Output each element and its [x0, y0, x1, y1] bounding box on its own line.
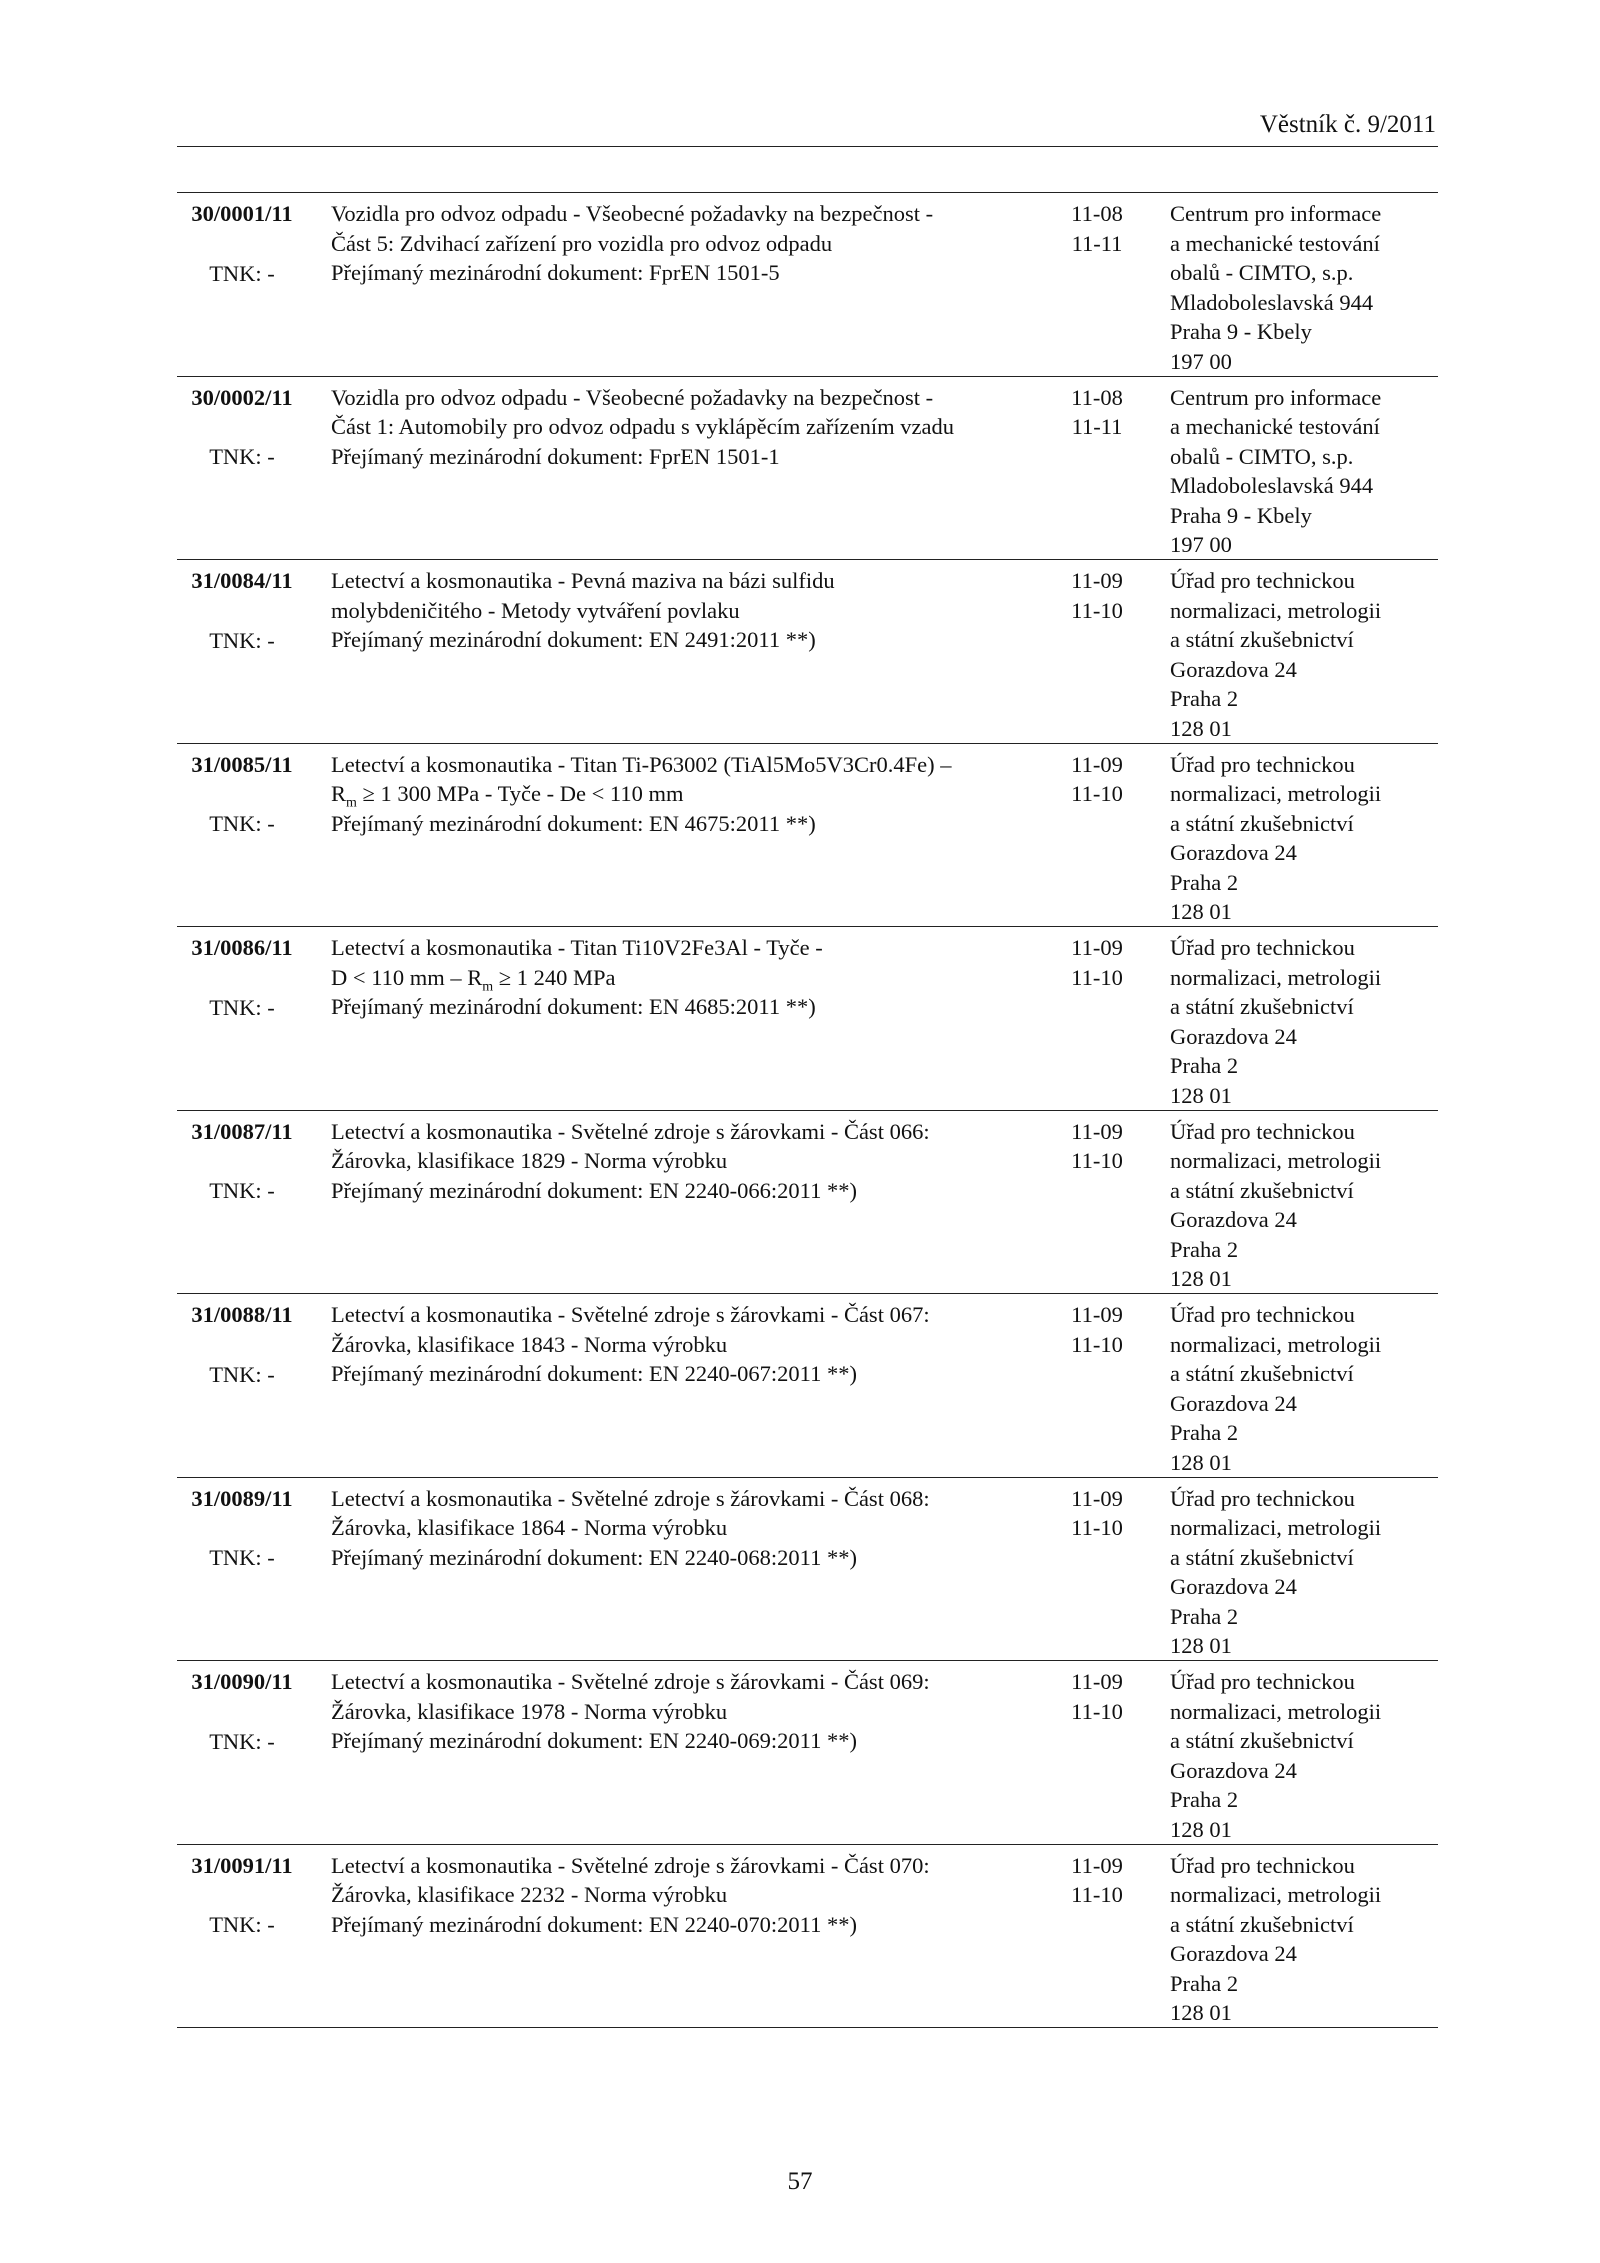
table-row: [177, 193, 1438, 377]
organization-line: 128 01: [1170, 1816, 1232, 1842]
document-id-cell: [177, 1484, 307, 1573]
title-line: Žárovka, klasifikace 1978 - Norma výrobku: [331, 1698, 728, 1724]
title-line: Vozidla pro odvoz odpadu - Všeobecné požadavky na bezpečnost -: [331, 384, 934, 410]
organization-line: a mechanické testování: [1170, 230, 1380, 256]
organization-cell: [1170, 750, 1438, 927]
title-text: ≥ 1 240 MPa: [493, 964, 616, 990]
organization-line: Praha 2: [1170, 1970, 1239, 1996]
title-line: Přejímaný mezinárodní dokument: EN 2240-066:2011 **): [331, 1177, 857, 1203]
organization-cell: [1170, 933, 1438, 1110]
organization-line: Úřad pro technickou: [1170, 1669, 1355, 1694]
standards-table: [177, 192, 1438, 2028]
organization-line: 128 01: [1170, 2000, 1232, 2025]
organization-cell: [1170, 1667, 1438, 1844]
title-line: Přejímaný mezinárodní dokument: EN 4675:2011 **): [331, 810, 816, 836]
dates-cell: [1057, 1484, 1137, 1543]
tnk-label: TNK: -: [209, 1361, 275, 1387]
dates-cell: [1057, 1300, 1137, 1359]
organization-line: a státní zkušebnictví: [1170, 627, 1354, 652]
title-line: Přejímaný mezinárodní dokument: EN 2240-067:2011 **): [331, 1361, 857, 1386]
subscript: m: [482, 979, 494, 994]
document-title-cell: [331, 933, 891, 1022]
dates-cell: [1057, 1667, 1137, 1726]
document-number: 31/0086/11: [191, 935, 293, 960]
title-line: Žárovka, klasifikace 1829 - Norma výrobku: [331, 1148, 728, 1173]
organization-cell: [1170, 199, 1438, 376]
document-title-cell: [331, 1117, 930, 1206]
dates-cell: [1057, 1117, 1137, 1176]
date-value: 11-09: [1071, 1669, 1123, 1694]
organization-line: 128 01: [1170, 1082, 1232, 1108]
document-id-cell: [177, 750, 307, 839]
organization-line: Gorazdova 24: [1170, 1023, 1297, 1049]
title-line: [331, 779, 891, 809]
title-text: ≥ 1 300 MPa - Tyče - De < 110 mm: [356, 781, 684, 806]
table-row: [177, 1845, 1438, 2029]
organization-line: Úřad pro technickou: [1170, 751, 1355, 777]
document-number: 31/0088/11: [191, 1302, 293, 1327]
document-title-cell: [331, 566, 891, 655]
date-value: 11-09: [1071, 1485, 1123, 1511]
organization-line: a státní zkušebnictví: [1170, 1361, 1354, 1386]
organization-line: a státní zkušebnictví: [1170, 1911, 1354, 1937]
date-value: 11-08: [1071, 384, 1123, 410]
organization-line: 128 01: [1170, 715, 1232, 741]
organization-line: normalizaci, metrologii: [1170, 1698, 1382, 1724]
organization-line: a státní zkušebnictví: [1170, 1728, 1354, 1753]
page-header: [177, 108, 1438, 147]
title-line: Vozidla pro odvoz odpadu - Všeobecné požadavky na bezpečnost -: [331, 201, 934, 226]
tnk-label: TNK: -: [209, 260, 275, 286]
organization-line: normalizaci, metrologii: [1170, 1148, 1382, 1173]
document-number: 31/0090/11: [191, 1669, 293, 1694]
title-line: [331, 963, 891, 993]
title-line: molybdeničitého - Metody vytváření povlaku: [331, 597, 740, 623]
tnk-label: TNK: -: [209, 1728, 275, 1754]
title-line: Letectví a kosmonautika - Světelné zdroje s žárovkami - Část 067:: [331, 1302, 930, 1327]
date-value: 11-09: [1071, 751, 1123, 777]
organization-line: Gorazdova 24: [1170, 1574, 1297, 1599]
date-value: 11-10: [1071, 597, 1123, 623]
journal-title: Věstník č. 9/2011: [1259, 111, 1436, 138]
title-line: Část 1: Automobily pro odvoz odpadu s vyklápěcím zařízením vzadu: [331, 414, 954, 439]
table-row: [177, 1478, 1438, 1662]
date-value: 11-11: [1071, 414, 1123, 439]
table-row: [177, 927, 1438, 1111]
document-number: 31/0084/11: [191, 568, 293, 593]
table-row: [177, 560, 1438, 744]
organization-line: 128 01: [1170, 1633, 1232, 1658]
organization-line: Praha 2: [1170, 869, 1239, 895]
document-number: 31/0085/11: [191, 751, 293, 777]
organization-line: a státní zkušebnictví: [1170, 994, 1354, 1019]
tnk-label: TNK: -: [209, 1178, 275, 1203]
table-row: [177, 377, 1438, 561]
organization-line: Gorazdova 24: [1170, 1390, 1297, 1416]
document-id-cell: [177, 1300, 307, 1389]
document-title-cell: [331, 1667, 930, 1756]
title-line: Přejímaný mezinárodní dokument: EN 2240-070:2011 **): [331, 1911, 857, 1937]
organization-line: Praha 2: [1170, 1603, 1239, 1629]
table-row: [177, 1294, 1438, 1478]
title-line: Letectví a kosmonautika - Světelné zdroje s žárovkami - Část 066:: [331, 1118, 930, 1144]
organization-line: Úřad pro technickou: [1170, 935, 1355, 960]
table-row: [177, 1111, 1438, 1295]
date-value: 11-09: [1071, 1852, 1123, 1878]
tnk-label: TNK: -: [209, 811, 275, 836]
organization-line: a státní zkušebnictví: [1170, 1177, 1354, 1203]
tnk-label: TNK: -: [209, 444, 275, 469]
date-value: 11-09: [1071, 1302, 1123, 1327]
organization-line: Praha 9 - Kbely: [1170, 319, 1312, 344]
organization-cell: [1170, 1484, 1438, 1661]
title-line: Žárovka, klasifikace 1843 - Norma výrobku: [331, 1331, 728, 1357]
organization-line: Mladoboleslavská 944: [1170, 289, 1374, 315]
organization-line: 128 01: [1170, 899, 1232, 924]
title-line: Část 5: Zdvihací zařízení pro vozidla pro odvoz odpadu: [331, 230, 833, 256]
tnk-label: TNK: -: [209, 1545, 275, 1570]
document-title-cell: [331, 1300, 930, 1389]
dates-cell: [1057, 750, 1137, 809]
title-line: Letectví a kosmonautika - Titan Ti-P63002 (TiAl5Mo5V3Cr0.4Fe) –: [331, 751, 952, 777]
organization-line: 128 01: [1170, 1449, 1232, 1475]
organization-cell: [1170, 1300, 1438, 1477]
organization-line: normalizaci, metrologii: [1170, 781, 1382, 806]
tnk-label: TNK: -: [209, 1912, 275, 1937]
dates-cell: [1057, 933, 1137, 992]
dates-cell: [1057, 566, 1137, 625]
organization-line: Gorazdova 24: [1170, 1207, 1297, 1232]
title-line: Letectví a kosmonautika - Světelné zdroje s žárovkami - Část 068:: [331, 1485, 930, 1511]
document-number: 31/0089/11: [191, 1485, 293, 1511]
organization-line: Úřad pro technickou: [1170, 568, 1355, 593]
date-value: 11-10: [1071, 1698, 1123, 1724]
organization-line: Úřad pro technickou: [1170, 1302, 1355, 1327]
date-value: 11-09: [1071, 935, 1123, 960]
document-number: 31/0091/11: [191, 1852, 293, 1878]
tnk-label: TNK: -: [209, 627, 275, 653]
organization-line: obalů - CIMTO, s.p.: [1170, 260, 1354, 285]
document-id-cell: [177, 566, 307, 655]
title-line: Přejímaný mezinárodní dokument: FprEN 1501-5: [331, 260, 780, 285]
document-id-cell: [177, 1117, 307, 1206]
title-line: Letectví a kosmonautika - Světelné zdroje s žárovkami - Část 069:: [331, 1669, 930, 1694]
organization-line: Praha 2: [1170, 1236, 1239, 1262]
date-value: 11-11: [1071, 230, 1123, 256]
date-value: 11-09: [1071, 568, 1123, 593]
organization-line: normalizaci, metrologii: [1170, 1331, 1382, 1357]
document-number: 31/0087/11: [191, 1118, 293, 1144]
organization-line: 197 00: [1170, 532, 1232, 557]
date-value: 11-10: [1071, 964, 1123, 990]
organization-cell: [1170, 383, 1438, 560]
date-value: 11-08: [1071, 201, 1123, 226]
title-line: Letectví a kosmonautika - Pevná maziva na bázi sulfidu: [331, 568, 835, 593]
organization-line: 197 00: [1170, 348, 1232, 374]
organization-line: normalizaci, metrologii: [1170, 597, 1382, 623]
title-line: Žárovka, klasifikace 2232 - Norma výrobku: [331, 1882, 728, 1907]
title-text: R: [331, 781, 347, 806]
organization-line: Úřad pro technickou: [1170, 1118, 1355, 1144]
document-title-cell: [331, 750, 952, 839]
organization-line: a státní zkušebnictví: [1170, 810, 1354, 836]
organization-cell: [1170, 1851, 1438, 2028]
dates-cell: [1057, 383, 1137, 442]
organization-line: normalizaci, metrologii: [1170, 964, 1382, 990]
document-title-cell: [331, 1484, 930, 1573]
organization-line: Centrum pro informace: [1170, 201, 1382, 226]
organization-line: 128 01: [1170, 1266, 1232, 1291]
organization-line: Úřad pro technickou: [1170, 1485, 1355, 1511]
title-line: Letectví a kosmonautika - Titan Ti10V2Fe3Al - Tyče -: [331, 935, 823, 960]
dates-cell: [1057, 199, 1137, 258]
date-value: 11-09: [1071, 1118, 1123, 1144]
document-id-cell: [177, 1667, 307, 1756]
document-id-cell: [177, 1851, 307, 1940]
organization-line: normalizaci, metrologii: [1170, 1515, 1382, 1540]
document-title-cell: [331, 383, 954, 472]
document-id-cell: [177, 383, 307, 472]
tnk-label: TNK: -: [209, 994, 275, 1020]
organization-line: Praha 2: [1170, 1420, 1239, 1445]
subscript: m: [346, 795, 357, 811]
organization-line: Praha 2: [1170, 1053, 1239, 1078]
date-value: 11-10: [1071, 781, 1123, 806]
organization-line: normalizaci, metrologii: [1170, 1882, 1382, 1907]
document-id-cell: [177, 199, 307, 288]
document-number: 30/0001/11: [191, 201, 293, 226]
title-line: Letectví a kosmonautika - Světelné zdroje s žárovkami - Část 070:: [331, 1852, 930, 1878]
title-line: Přejímaný mezinárodní dokument: EN 2491:2011 **): [331, 627, 816, 652]
dates-cell: [1057, 1851, 1137, 1910]
page-number: 57: [787, 2168, 813, 2195]
date-value: 11-10: [1071, 1331, 1123, 1357]
organization-line: a státní zkušebnictví: [1170, 1544, 1354, 1570]
title-line: Přejímaný mezinárodní dokument: EN 4685:2011 **): [331, 994, 816, 1019]
table-row: [177, 744, 1438, 928]
title-line: Přejímaný mezinárodní dokument: EN 2240-068:2011 **): [331, 1544, 857, 1570]
organization-cell: [1170, 566, 1438, 743]
table-row: [177, 1661, 1438, 1845]
organization-line: Gorazdova 24: [1170, 1941, 1297, 1966]
organization-line: Mladoboleslavská 944: [1170, 473, 1374, 498]
organization-line: a mechanické testování: [1170, 414, 1380, 439]
document-id-cell: [177, 933, 307, 1022]
title-line: Přejímaný mezinárodní dokument: EN 2240-069:2011 **): [331, 1728, 857, 1753]
date-value: 11-10: [1071, 1882, 1123, 1907]
title-text: D < 110 mm – R: [331, 964, 483, 990]
organization-line: Úřad pro technickou: [1170, 1852, 1355, 1878]
organization-line: Praha 2: [1170, 1787, 1239, 1812]
organization-line: Gorazdova 24: [1170, 840, 1297, 865]
organization-line: Centrum pro informace: [1170, 384, 1382, 410]
organization-line: Praha 2: [1170, 686, 1239, 711]
organization-line: Gorazdova 24: [1170, 1757, 1297, 1783]
document-title-cell: [331, 1851, 930, 1940]
document-title-cell: [331, 199, 934, 288]
organization-line: obalů - CIMTO, s.p.: [1170, 443, 1354, 469]
organization-cell: [1170, 1117, 1438, 1294]
title-line: Přejímaný mezinárodní dokument: FprEN 1501-1: [331, 443, 780, 469]
title-line: Žárovka, klasifikace 1864 - Norma výrobku: [331, 1515, 728, 1540]
document-number: 30/0002/11: [191, 384, 293, 410]
organization-line: Gorazdova 24: [1170, 656, 1297, 682]
organization-line: Praha 9 - Kbely: [1170, 502, 1312, 528]
date-value: 11-10: [1071, 1515, 1123, 1540]
date-value: 11-10: [1071, 1148, 1123, 1173]
